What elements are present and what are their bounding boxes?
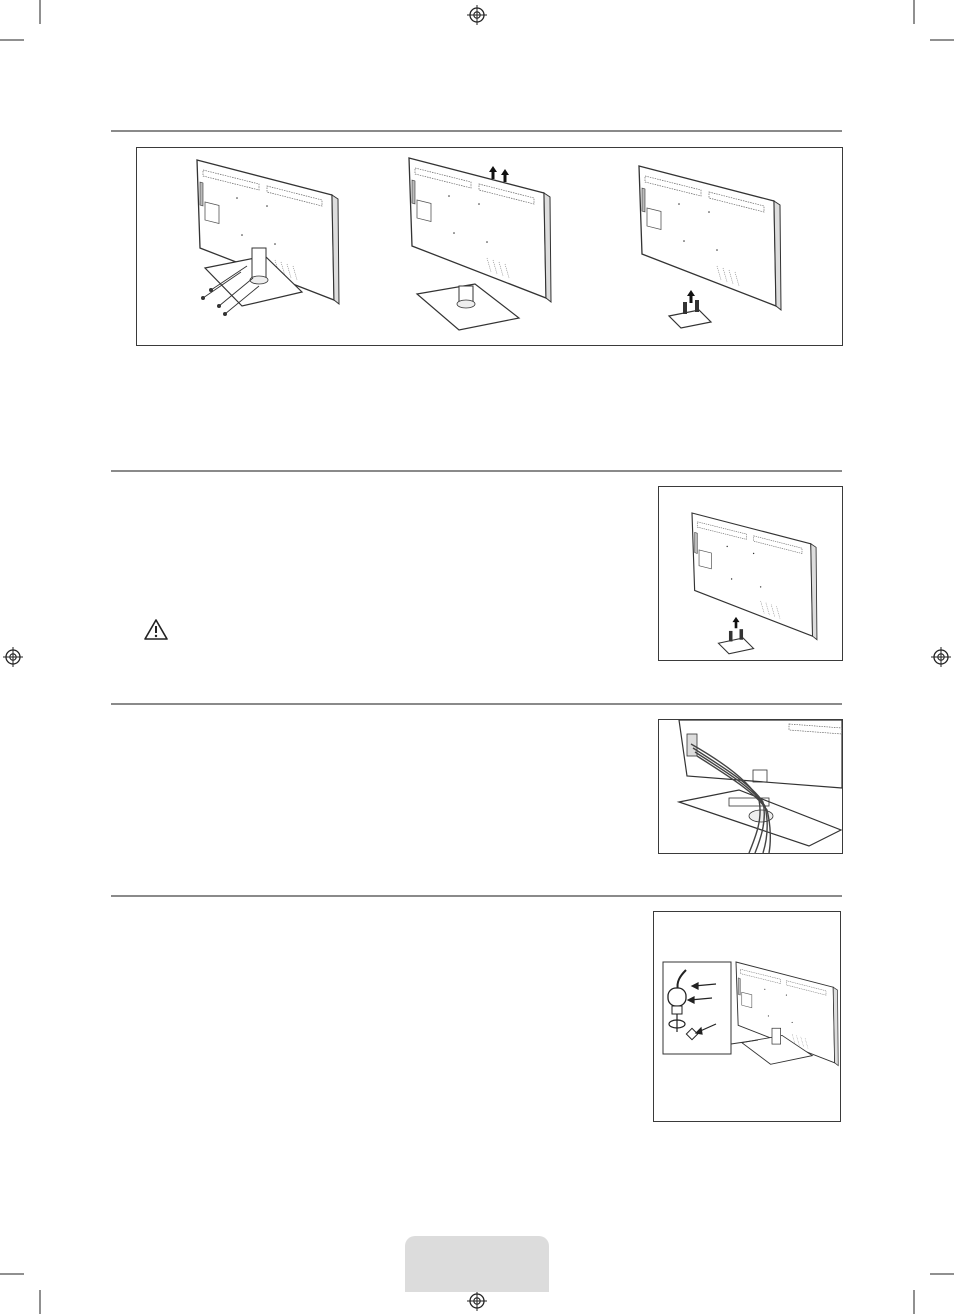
- section-rule: [111, 703, 842, 705]
- arrow-up-icon: [732, 617, 739, 628]
- arrow-up-icon: [489, 166, 497, 179]
- arrow-up-icon: [687, 290, 695, 303]
- stand-guide-illustration: [659, 487, 842, 660]
- caution-icon: [143, 618, 169, 642]
- registration-mark-icon: [465, 3, 489, 27]
- registration-mark-icon: [465, 1289, 489, 1313]
- stand-removal-figure: [136, 147, 843, 346]
- tv-lifted-off-stand: [409, 158, 551, 330]
- page-number-tab: [405, 1236, 549, 1292]
- registration-mark-icon: [929, 645, 953, 669]
- section-rule: [111, 130, 842, 132]
- ferrite-core-figure: [653, 911, 841, 1122]
- cable-management-figure: [658, 719, 843, 854]
- section-rule: [111, 895, 842, 897]
- cable-management-illustration: [659, 720, 842, 853]
- tv-stand-guide-detach: [639, 166, 781, 328]
- ferrite-core-illustration: [654, 912, 840, 1121]
- tv-with-stand-screws: [197, 160, 339, 316]
- stand-guide-figure: [658, 486, 843, 661]
- registration-mark-icon: [1, 645, 25, 669]
- stand-removal-illustration: [137, 148, 842, 345]
- section-rule: [111, 470, 842, 472]
